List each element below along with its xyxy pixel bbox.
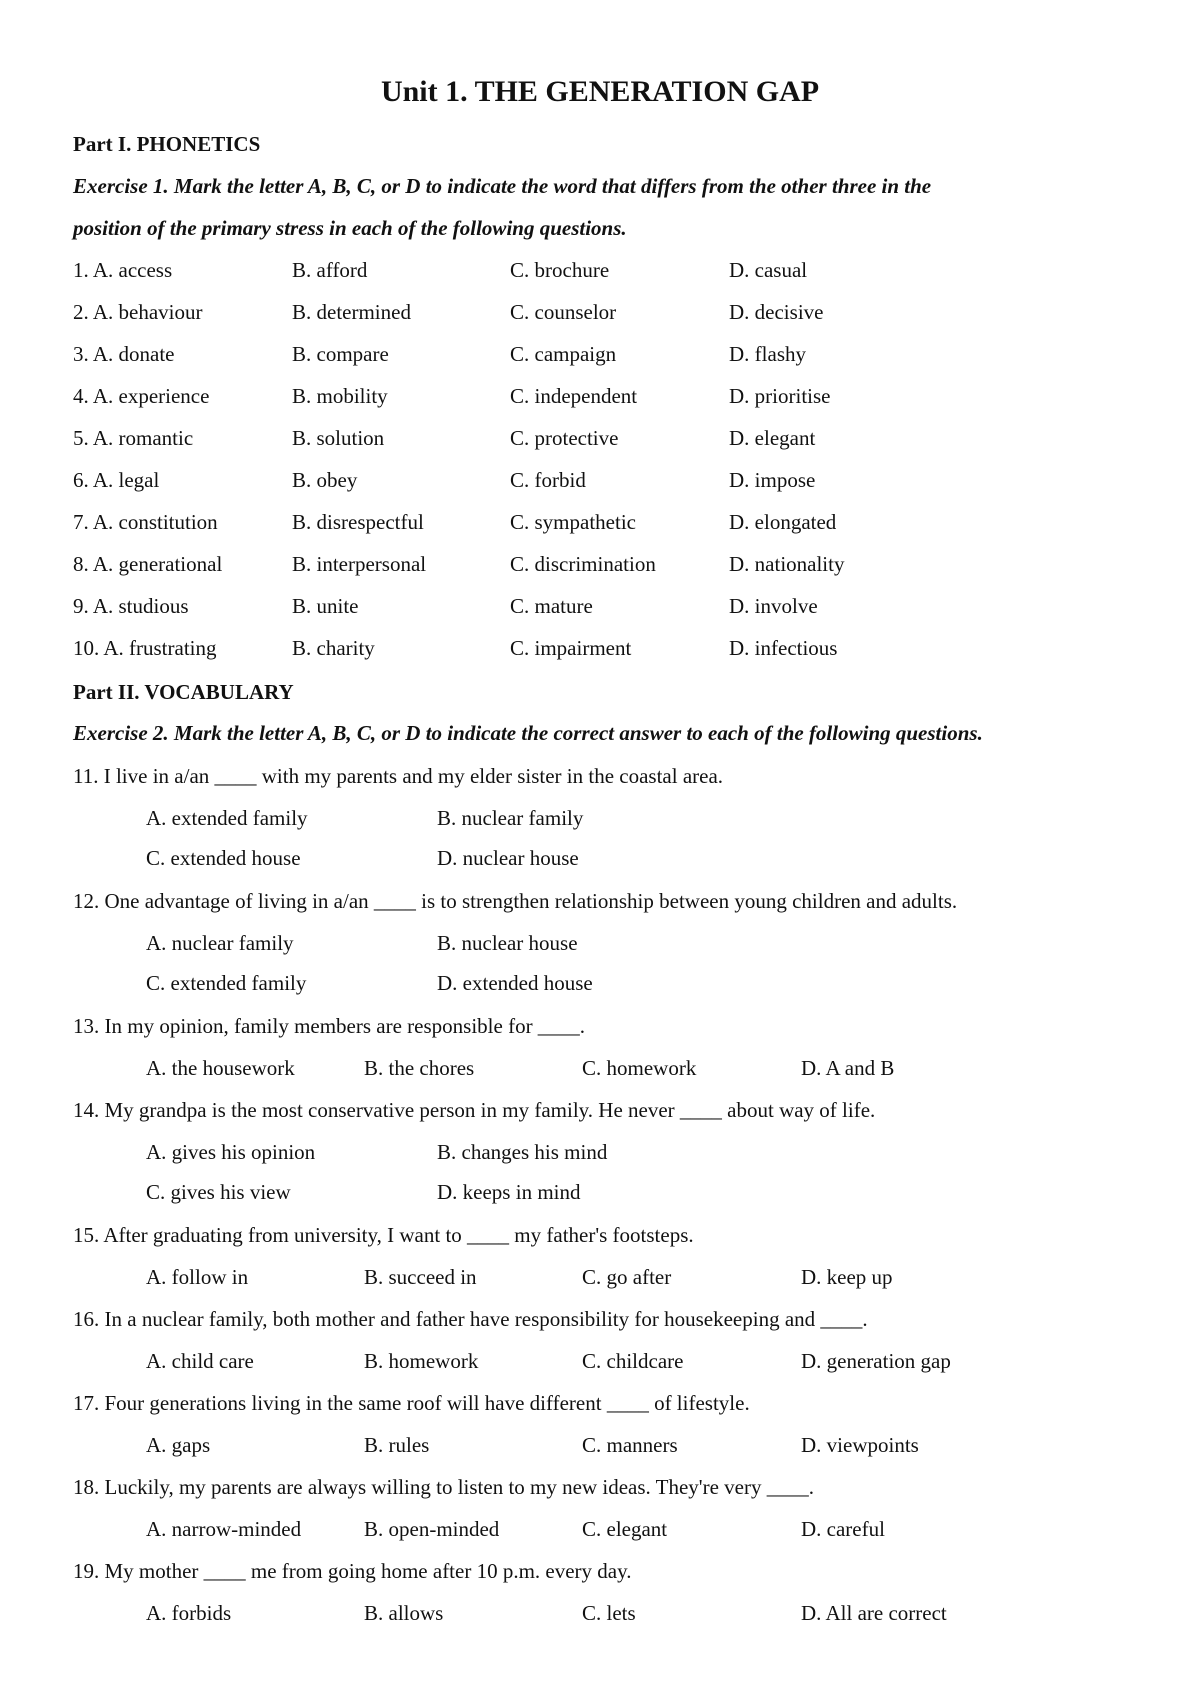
- vocabulary-question: 12. One advantage of living in a/an ____ is to strengthen relationship between young children and adults.: [73, 889, 958, 913]
- phonetics-option: 2. A. behaviour: [73, 300, 203, 324]
- answer-option: A. follow in: [146, 1265, 249, 1289]
- answer-option: A. the housework: [146, 1056, 295, 1080]
- answer-option: A. narrow-minded: [146, 1517, 302, 1541]
- phonetics-option: D. involve: [729, 594, 818, 618]
- phonetics-option: 10. A. frustrating: [73, 636, 217, 660]
- phonetics-option: C. brochure: [510, 258, 610, 282]
- part1-heading: Part I. PHONETICS: [73, 132, 261, 156]
- phonetics-option: C. independent: [510, 384, 638, 408]
- vocabulary-question: 17. Four generations living in the same roof will have different ____ of lifestyle.: [73, 1391, 750, 1415]
- phonetics-option: C. discrimination: [510, 552, 656, 576]
- part2-heading: Part II. VOCABULARY: [73, 680, 294, 704]
- exercise1-instruction-line2: position of the primary stress in each of the following questions.: [73, 216, 627, 240]
- answer-option: C. gives his view: [146, 1180, 291, 1204]
- phonetics-option: C. sympathetic: [510, 510, 636, 534]
- vocabulary-question: 15. After graduating from university, I want to ____ my father's footsteps.: [73, 1223, 694, 1247]
- answer-option: B. succeed in: [364, 1265, 477, 1289]
- answer-option: C. lets: [582, 1601, 636, 1625]
- phonetics-option: 4. A. experience: [73, 384, 210, 408]
- answer-option: D. keep up: [801, 1265, 893, 1289]
- phonetics-option: D. nationality: [729, 552, 845, 576]
- phonetics-option: 7. A. constitution: [73, 510, 218, 534]
- answer-option: C. manners: [582, 1433, 678, 1457]
- answer-option: C. childcare: [582, 1349, 684, 1373]
- phonetics-option: 1. A. access: [73, 258, 173, 282]
- phonetics-option: 8. A. generational: [73, 552, 223, 576]
- answer-option: A. nuclear family: [146, 931, 294, 955]
- answer-option: B. nuclear family: [437, 806, 584, 830]
- vocabulary-question: 16. In a nuclear family, both mother and father have responsibility for housekeeping and ____.: [73, 1307, 868, 1331]
- phonetics-option: C. campaign: [510, 342, 617, 366]
- phonetics-option: C. impairment: [510, 636, 632, 660]
- answer-option: B. open-minded: [364, 1517, 500, 1541]
- phonetics-question-row: [0, 628, 1200, 668]
- answer-option: D. A and B: [801, 1056, 895, 1080]
- answer-option: D. generation gap: [801, 1349, 951, 1373]
- phonetics-question-row: [0, 376, 1200, 416]
- phonetics-option: B. charity: [292, 636, 375, 660]
- answer-option: D. extended house: [437, 971, 593, 995]
- answer-option: B. the chores: [364, 1056, 475, 1080]
- answer-option: B. rules: [364, 1433, 430, 1457]
- answer-option: D. keeps in mind: [437, 1180, 581, 1204]
- vocabulary-question: 19. My mother ____ me from going home after 10 p.m. every day.: [73, 1559, 632, 1583]
- phonetics-option: C. protective: [510, 426, 619, 450]
- phonetics-option: B. unite: [292, 594, 359, 618]
- phonetics-option: 5. A. romantic: [73, 426, 194, 450]
- phonetics-option: 9. A. studious: [73, 594, 189, 618]
- phonetics-question-row: [0, 334, 1200, 374]
- phonetics-question-row: [0, 250, 1200, 290]
- answer-option: B. changes his mind: [437, 1140, 608, 1164]
- answer-option: C. extended family: [146, 971, 307, 995]
- answer-option: D. viewpoints: [801, 1433, 919, 1457]
- phonetics-option: C. mature: [510, 594, 593, 618]
- phonetics-option: 6. A. legal: [73, 468, 160, 492]
- phonetics-question-row: [0, 292, 1200, 332]
- exercise2-instruction: Exercise 2. Mark the letter A, B, C, or D to indicate the correct answer to each of the following questions.: [73, 721, 983, 745]
- phonetics-option: 3. A. donate: [73, 342, 175, 366]
- phonetics-option: D. impose: [729, 468, 816, 492]
- phonetics-option: B. compare: [292, 342, 389, 366]
- answer-option: A. gaps: [146, 1433, 211, 1457]
- answer-option: B. nuclear house: [437, 931, 578, 955]
- answer-option: B. homework: [364, 1349, 479, 1373]
- phonetics-option: B. interpersonal: [292, 552, 427, 576]
- vocabulary-question: 18. Luckily, my parents are always willing to listen to my new ideas. They're very ____.: [73, 1475, 814, 1499]
- phonetics-option: B. mobility: [292, 384, 388, 408]
- phonetics-option: B. afford: [292, 258, 368, 282]
- phonetics-option: D. infectious: [729, 636, 838, 660]
- phonetics-option: D. flashy: [729, 342, 806, 366]
- vocabulary-question: 14. My grandpa is the most conservative person in my family. He never ____ about way of life.: [73, 1098, 876, 1122]
- phonetics-question-row: [0, 418, 1200, 458]
- exercise1-instruction-line1: Exercise 1. Mark the letter A, B, C, or D to indicate the word that differs from the other three in the: [73, 174, 932, 198]
- answer-option: B. allows: [364, 1601, 444, 1625]
- vocabulary-question: 13. In my opinion, family members are responsible for ____.: [73, 1014, 586, 1038]
- phonetics-option: D. elongated: [729, 510, 837, 534]
- answer-option: C. go after: [582, 1265, 672, 1289]
- phonetics-option: D. elegant: [729, 426, 816, 450]
- phonetics-option: D. casual: [729, 258, 808, 282]
- phonetics-question-row: [0, 586, 1200, 626]
- phonetics-option: B. disrespectful: [292, 510, 424, 534]
- answer-option: A. gives his opinion: [146, 1140, 316, 1164]
- answer-option: D. nuclear house: [437, 846, 579, 870]
- phonetics-option: D. prioritise: [729, 384, 831, 408]
- answer-option: C. homework: [582, 1056, 697, 1080]
- phonetics-option: C. counselor: [510, 300, 617, 324]
- answer-option: D. careful: [801, 1517, 885, 1541]
- answer-option: A. child care: [146, 1349, 254, 1373]
- phonetics-question-row: [0, 460, 1200, 500]
- phonetics-option: B. solution: [292, 426, 385, 450]
- phonetics-option: D. decisive: [729, 300, 824, 324]
- phonetics-option: B. determined: [292, 300, 411, 324]
- vocabulary-question: 11. I live in a/an ____ with my parents and my elder sister in the coastal area.: [73, 764, 724, 788]
- phonetics-question-row: [0, 502, 1200, 542]
- answer-option: A. extended family: [146, 806, 308, 830]
- page-title: Unit 1. THE GENERATION GAP: [380, 75, 820, 108]
- answer-option: C. extended house: [146, 846, 301, 870]
- phonetics-option: B. obey: [292, 468, 358, 492]
- answer-option: C. elegant: [582, 1517, 668, 1541]
- phonetics-option: C. forbid: [510, 468, 586, 492]
- answer-option: A. forbids: [146, 1601, 232, 1625]
- answer-option: D. All are correct: [801, 1601, 947, 1625]
- phonetics-question-row: [0, 544, 1200, 584]
